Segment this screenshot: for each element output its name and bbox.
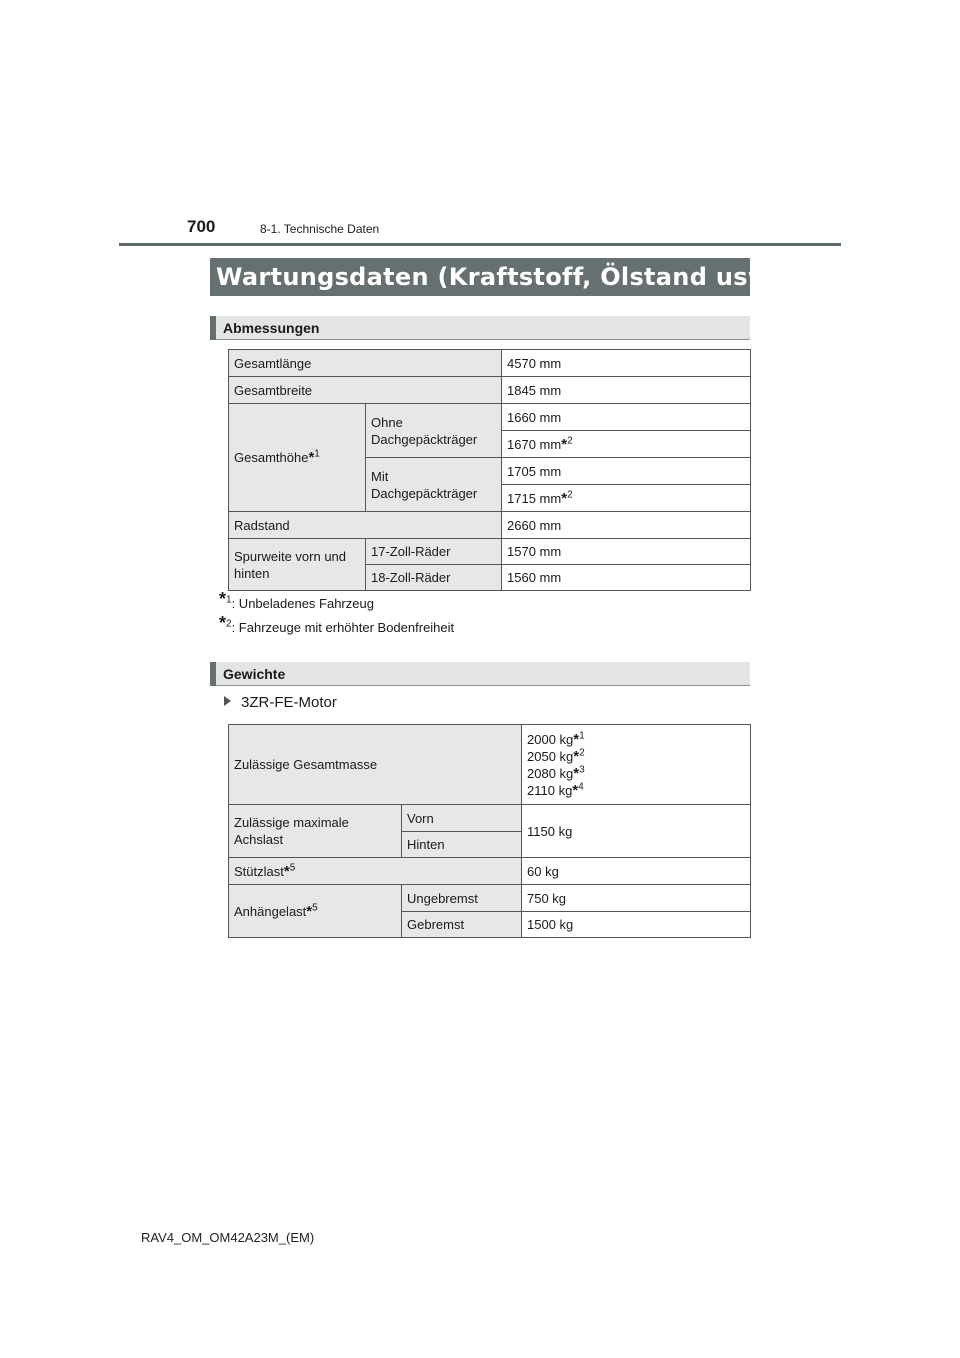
gross-mass-line <box>527 731 745 748</box>
row-label-tongue-load <box>229 858 522 885</box>
section-heading-label: Abmessungen <box>223 320 320 336</box>
label-text: Stützlast <box>234 863 284 879</box>
row-value-unbraked: 750 kg <box>522 885 751 912</box>
page-title: Wartungsdaten (Kraftstoff, Ölstand usw.) <box>210 258 750 296</box>
table-row <box>229 377 751 404</box>
footnote-ref: 4 <box>578 781 584 793</box>
footnote-text: : Fahrzeuge mit erhöhter Bodenfreiheit <box>231 620 455 635</box>
row-label-front: Vorn <box>402 805 522 832</box>
row-value-without-rack-1: 1660 mm <box>502 404 751 431</box>
gross-mass-line <box>527 782 745 799</box>
footnote-star: * <box>308 449 315 466</box>
footnote-mark: 1 <box>226 594 232 606</box>
row-label-wheels17: 17-Zoll-Räder <box>366 539 502 565</box>
footnote-ref: 2 <box>567 435 573 447</box>
footnote-star: * <box>561 435 568 453</box>
footnote-ref: 1 <box>314 448 320 460</box>
row-label-with-rack: Mit Dachgepäckträger <box>366 458 502 512</box>
table-row <box>229 858 751 885</box>
row-value-length: 4570 mm <box>502 350 751 377</box>
value-text: 2050 kg <box>527 748 574 764</box>
footnote-star: * <box>306 902 313 920</box>
row-value-gross-mass <box>522 725 751 805</box>
value-text: 2080 kg <box>527 765 574 781</box>
row-label-rear: Hinten <box>402 832 522 858</box>
section-heading-weights <box>210 662 750 686</box>
row-value-wheelbase: 2660 mm <box>502 512 751 539</box>
section-heading-marker <box>210 662 216 686</box>
page-number: 700 <box>187 217 216 236</box>
footnote-star: * <box>573 764 580 782</box>
row-label-length: Gesamtlänge <box>229 350 502 377</box>
footnote-star: * <box>572 781 579 799</box>
section-heading-marker <box>210 316 216 340</box>
value-text: 1715 mm <box>507 490 562 506</box>
row-value-width: 1845 mm <box>502 377 751 404</box>
row-value-axle-load: 1150 kg <box>522 805 751 858</box>
row-value-tongue-load: 60 kg <box>522 858 751 885</box>
footnote-ref: 1 <box>579 730 585 742</box>
table-row <box>229 512 751 539</box>
table-row <box>229 404 751 431</box>
document-code: RAV4_OM_OM42A23M_(EM) <box>141 1230 315 1245</box>
section-heading-label: Gewichte <box>223 666 286 682</box>
triangle-bullet-icon <box>224 696 231 706</box>
table-row <box>229 350 751 377</box>
value-text: 2110 kg <box>527 782 573 798</box>
chapter-title: 8-1. Technische Daten <box>260 222 380 236</box>
row-value-wheels17: 1570 mm <box>502 539 751 565</box>
row-label-height <box>229 404 366 512</box>
weights-table <box>228 724 751 938</box>
footnote-star: * <box>219 613 227 633</box>
dimensions-table <box>228 349 751 591</box>
footnote-ref: 2 <box>567 489 573 501</box>
row-label-axle-load: Zulässige maximale Achslast <box>229 805 402 858</box>
engine-bullet <box>224 694 337 711</box>
footnote-star: * <box>219 589 227 609</box>
footnote-text: : Unbeladenes Fahrzeug <box>231 596 374 611</box>
row-label-wheelbase: Radstand <box>229 512 502 539</box>
footnote-star: * <box>573 747 580 765</box>
row-value-without-rack-2 <box>502 431 751 458</box>
footnote-star: * <box>573 730 580 748</box>
footnote-ref: 5 <box>289 862 296 874</box>
label-text: Anhängelast <box>234 903 307 919</box>
value-text: 2000 kg <box>527 731 574 747</box>
table-row <box>229 885 751 912</box>
row-label-width: Gesamtbreite <box>229 377 502 404</box>
footnote-star: * <box>283 862 290 880</box>
footnote-ref: 5 <box>312 902 318 914</box>
table-row <box>229 725 751 805</box>
gross-mass-line <box>527 765 745 782</box>
row-label-track: Spurweite vorn und hinten <box>229 539 366 591</box>
footnote-star: * <box>561 489 568 507</box>
footnote-2 <box>219 613 455 635</box>
row-label-trailer-load <box>229 885 402 938</box>
row-label-gross-mass: Zulässige Gesamtmasse <box>229 725 522 805</box>
row-value-braked: 1500 kg <box>522 912 751 938</box>
section-heading-dimensions <box>210 316 750 340</box>
row-label-without-rack: Ohne Dachgepäckträger <box>366 404 502 458</box>
row-value-with-rack-1: 1705 mm <box>502 458 751 485</box>
row-label-unbraked: Ungebremst <box>402 885 522 912</box>
header-rule <box>119 243 841 246</box>
footnote-1 <box>219 589 374 611</box>
row-value-with-rack-2 <box>502 485 751 512</box>
value-text: 1670 mm <box>507 436 562 452</box>
row-value-wheels18: 1560 mm <box>502 565 751 591</box>
gross-mass-line <box>527 748 745 765</box>
footnote-mark: 2 <box>226 618 232 630</box>
table-row <box>229 539 751 565</box>
row-label-wheels18: 18-Zoll-Räder <box>366 565 502 591</box>
table-row <box>229 805 751 832</box>
height-label-text: Gesamthöhe <box>234 450 309 465</box>
footnote-ref: 3 <box>579 764 585 776</box>
footnote-ref: 2 <box>579 747 585 759</box>
engine-label: 3ZR-FE-Motor <box>241 694 337 711</box>
row-label-braked: Gebremst <box>402 912 522 938</box>
